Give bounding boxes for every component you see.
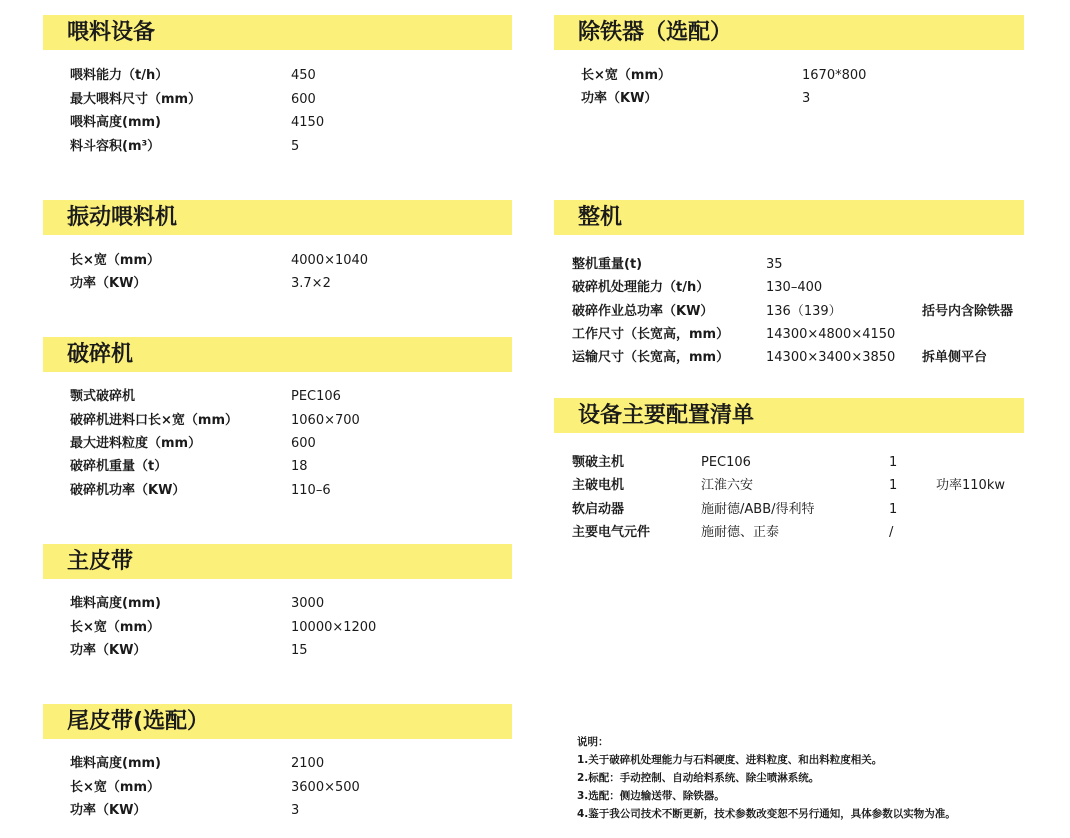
spec-value: 3600×500 [291, 780, 360, 795]
config-qty: / [889, 525, 894, 540]
spec-label: 功率（KW） [581, 91, 658, 106]
spec-label: 长×宽（mm） [581, 68, 671, 83]
spec-label: 颚式破碎机 [70, 389, 136, 404]
iron-remover-header: 除铁器（选配） [554, 15, 1024, 50]
spec-value: 18 [291, 459, 308, 474]
spec-label: 最大喂料尺寸（mm） [70, 92, 202, 107]
spec-value: 4000×1040 [291, 253, 369, 268]
spec-value: 1670*800 [802, 68, 867, 83]
spec-value: 35 [766, 257, 783, 272]
config-item: 软启动器 [572, 502, 625, 517]
config-note: 功率110kw [936, 478, 1005, 493]
spec-label: 长×宽（mm） [70, 620, 160, 635]
spec-label: 破碎机进料口长×宽（mm） [70, 413, 238, 428]
spec-value: PEC106 [291, 389, 341, 404]
config-brand: PEC106 [701, 455, 751, 470]
spec-note: 括号内含除铁器 [922, 304, 1014, 319]
whole-machine-header: 整机 [554, 200, 1024, 235]
spec-value: 1060×700 [291, 413, 360, 428]
config-qty: 1 [889, 478, 898, 493]
spec-value: 600 [291, 92, 316, 107]
config-qty: 1 [889, 502, 898, 517]
note-item: 4.鉴于我公司技术不断更新，技术参数改变恕不另行通知，具体参数以实物为准。 [577, 808, 956, 820]
spec-label: 破碎机处理能力（t/h） [572, 280, 710, 295]
config-brand: 施耐德/ABB/得利特 [701, 502, 815, 517]
notes-title: 说明： [577, 736, 609, 748]
spec-value: 5 [291, 139, 300, 154]
spec-value: 600 [291, 436, 316, 451]
config-brand: 施耐德、正泰 [701, 525, 780, 540]
spec-value: 3.7×2 [291, 276, 331, 291]
spec-value: 450 [291, 68, 316, 83]
spec-value: 136（139） [766, 304, 842, 319]
spec-value: 3 [802, 91, 811, 106]
config-list-header: 设备主要配置清单 [554, 398, 1024, 433]
spec-label: 功率（KW） [70, 803, 147, 818]
config-item: 颚破主机 [572, 455, 625, 470]
spec-label: 料斗容积(m³） [70, 139, 161, 154]
main-belt-header: 主皮带 [43, 544, 512, 579]
spec-label: 破碎机功率（KW） [70, 483, 186, 498]
spec-value: 15 [291, 643, 308, 658]
config-brand: 江淮六安 [701, 478, 754, 493]
note-item: 3.选配：侧边输送带、除铁器。 [577, 790, 725, 802]
spec-value: 130–400 [766, 280, 823, 295]
spec-value: 14300×3400×3850 [766, 350, 896, 365]
note-item: 1.关于破碎机处理能力与石料硬度、进料粒度、和出料粒度相关。 [577, 754, 883, 766]
config-qty: 1 [889, 455, 898, 470]
spec-label: 功率（KW） [70, 276, 147, 291]
spec-label: 喂料高度(mm) [70, 115, 161, 130]
spec-value: 2100 [291, 756, 325, 771]
spec-label: 喂料能力（t/h） [70, 68, 169, 83]
spec-value: 4150 [291, 115, 325, 130]
config-item: 主破电机 [572, 478, 625, 493]
spec-label: 功率（KW） [70, 643, 147, 658]
spec-label: 堆料高度(mm) [70, 756, 161, 771]
spec-label: 堆料高度(mm) [70, 596, 161, 611]
spec-note: 拆单侧平台 [922, 350, 988, 365]
notes-block [577, 733, 956, 823]
tail-belt-header: 尾皮带(选配） [43, 704, 512, 739]
spec-label: 整机重量(t) [572, 257, 643, 272]
spec-value: 3000 [291, 596, 325, 611]
spec-label: 长×宽（mm） [70, 780, 160, 795]
spec-value: 10000×1200 [291, 620, 377, 635]
vibrating-feeder-header: 振动喂料机 [43, 200, 512, 235]
note-item: 2.标配：手动控制、自动给料系统、除尘喷淋系统。 [577, 772, 820, 784]
config-item: 主要电气元件 [572, 525, 651, 540]
crusher-header: 破碎机 [43, 337, 512, 372]
spec-label: 破碎机重量（t） [70, 459, 168, 474]
spec-label: 运输尺寸（长宽高，mm） [572, 350, 730, 365]
spec-value: 14300×4800×4150 [766, 327, 896, 342]
spec-value: 3 [291, 803, 300, 818]
spec-label: 最大进料粒度（mm） [70, 436, 202, 451]
spec-label: 工作尺寸（长宽高，mm） [572, 327, 730, 342]
spec-value: 110–6 [291, 483, 331, 498]
spec-label: 破碎作业总功率（KW） [572, 304, 714, 319]
spec-label: 长×宽（mm） [70, 253, 160, 268]
feeding-header: 喂料设备 [43, 15, 512, 50]
